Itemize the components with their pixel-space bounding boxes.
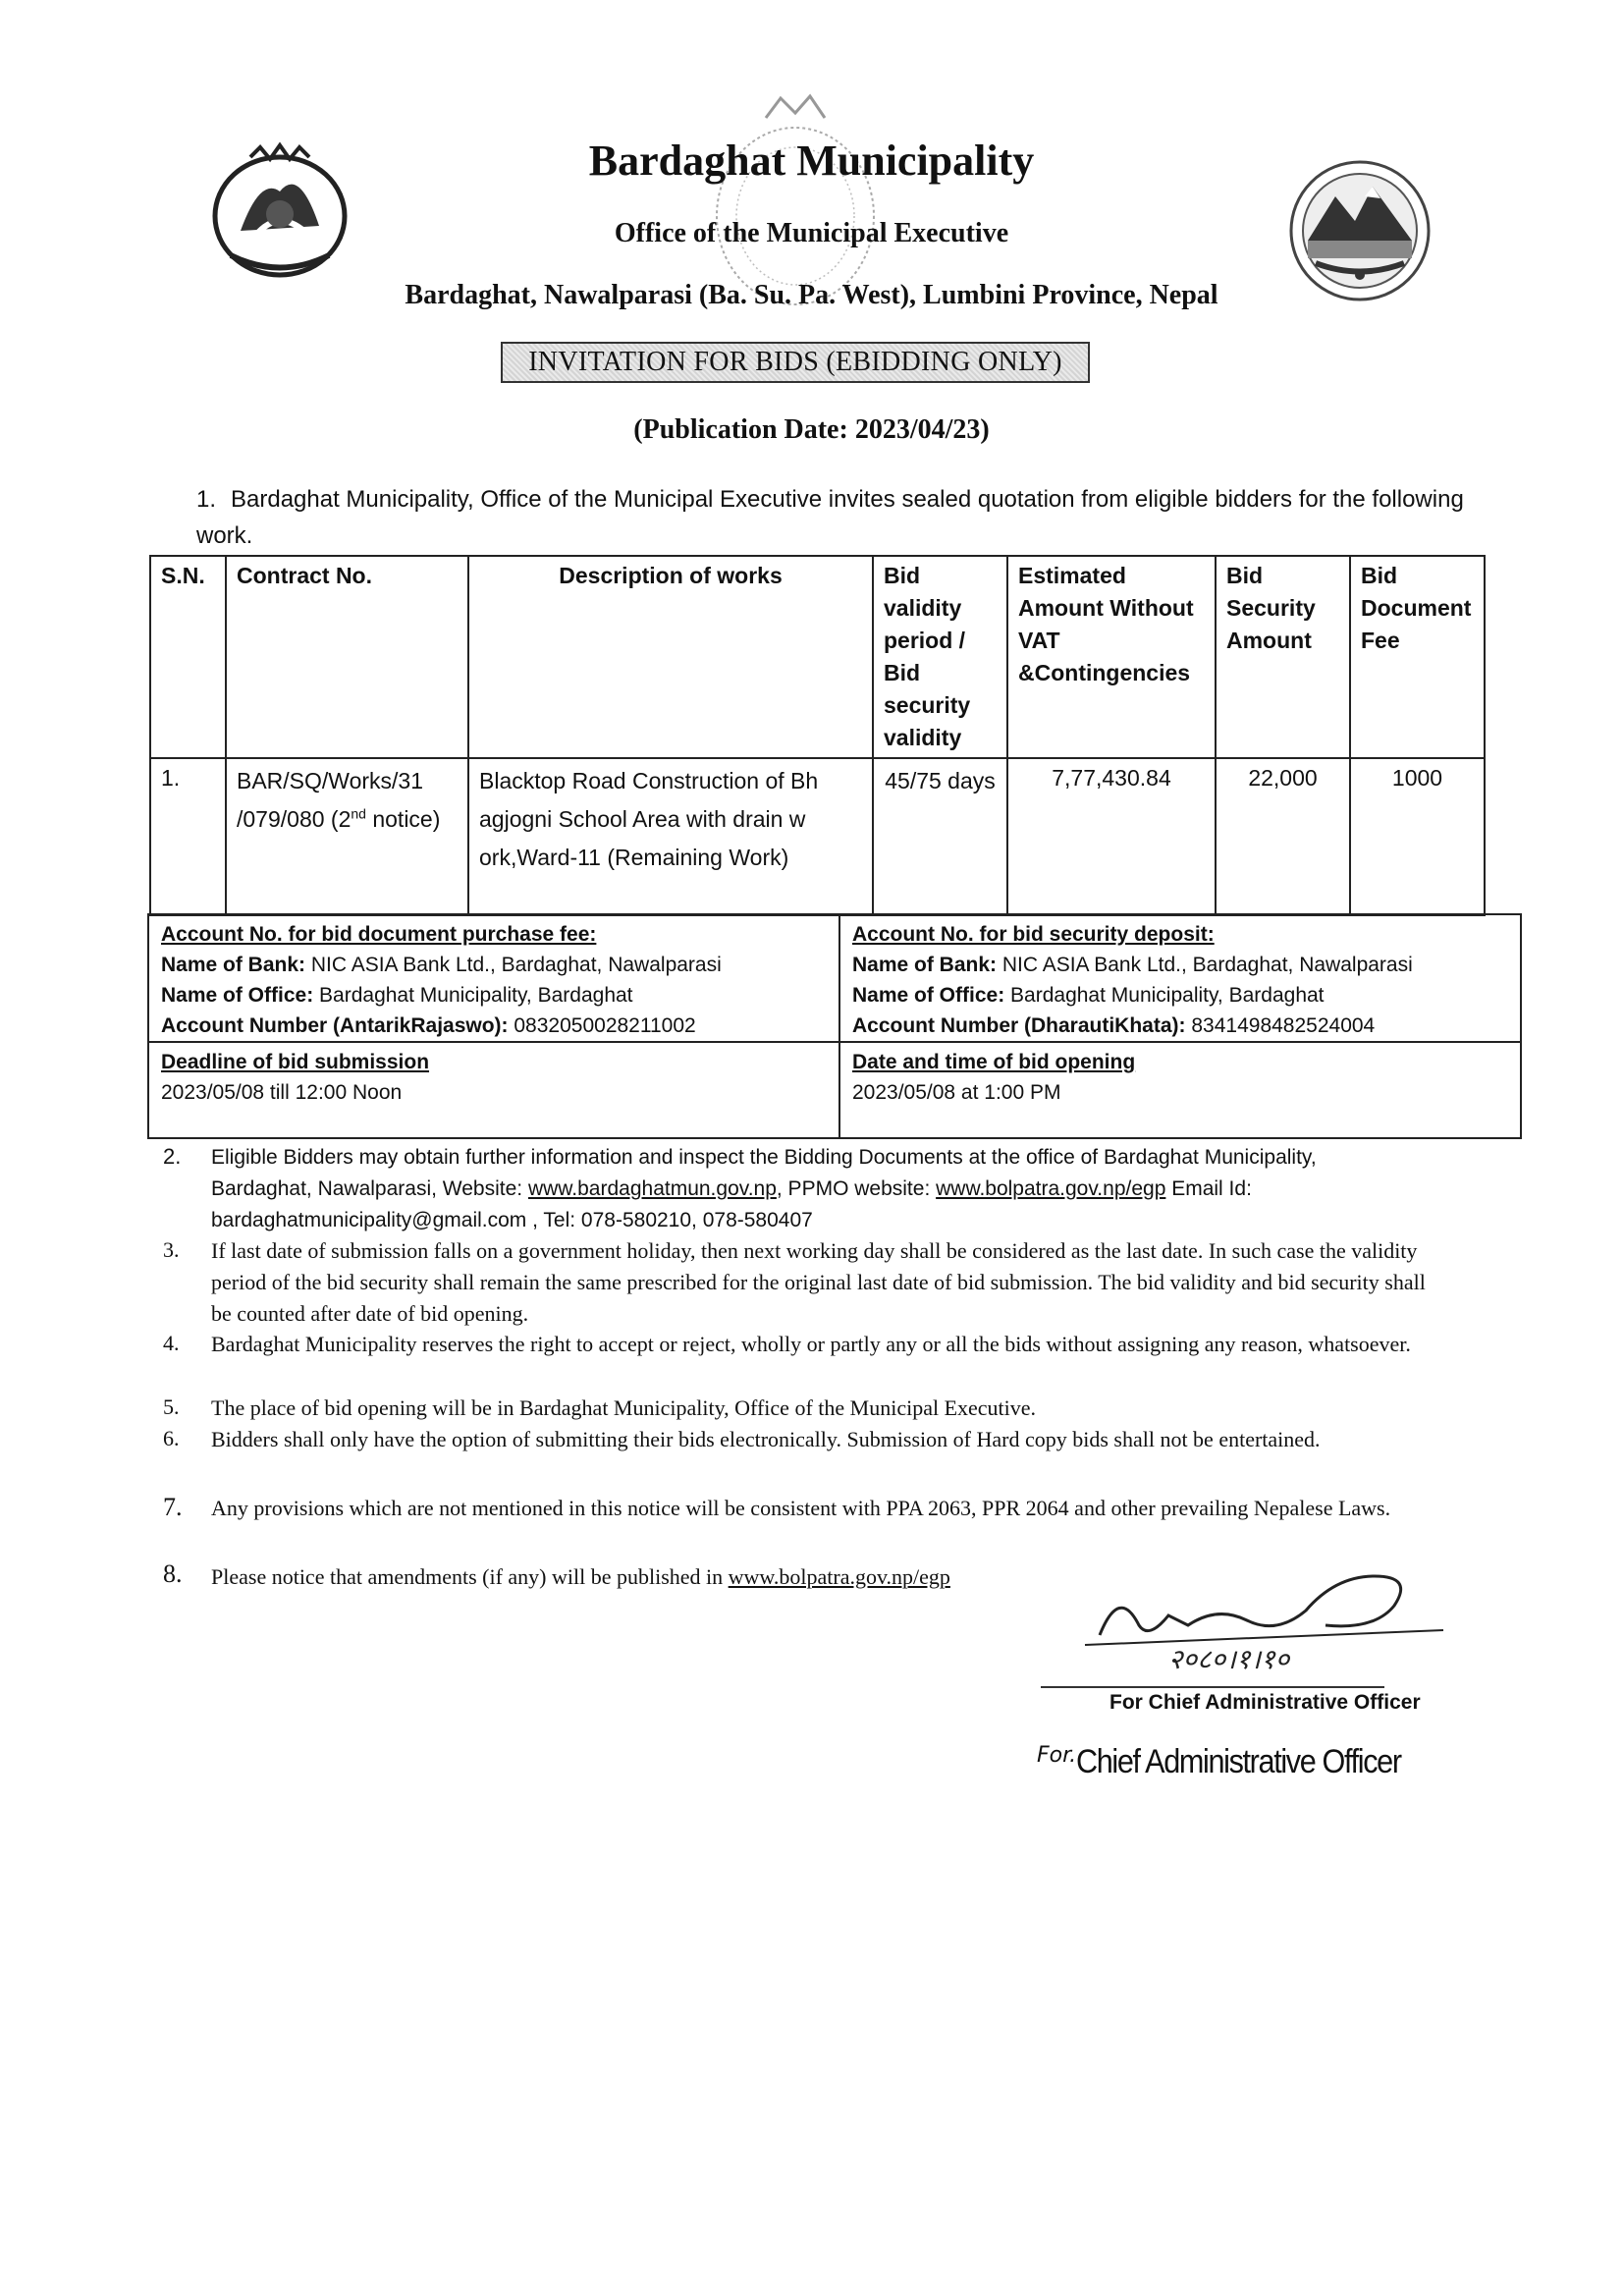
point-5-number: 5.: [163, 1394, 180, 1419]
header-bid-security: Bid Security Amount: [1216, 556, 1350, 758]
fee-bank-line: Name of Bank: NIC ASIA Bank Ltd., Bardaghat, Nawalparasi: [161, 954, 722, 976]
header-contract-no: Contract No.: [226, 556, 468, 758]
deadline-heading: Deadline of bid submission: [161, 1051, 430, 1073]
deadline-box: [147, 1041, 840, 1139]
point-8-text: Please notice that amendments (if any) will be published in www.bolpatra.gov.np/egp: [211, 1564, 950, 1589]
deposit-office-line: Name of Office: Bardaghat Municipality, Bardaghat: [852, 984, 1325, 1007]
point-8-number: 8.: [163, 1559, 183, 1588]
header-bid-document-fee: Bid Document Fee: [1350, 556, 1485, 758]
point-3-text: If last date of submission falls on a government holiday, then next working day shall be considered as the last date. In such case the validity period of the bid security shall remain the same prescribed for the original last date of bid submission. The bid validity and bid security shall be counted after date of bid opening.: [211, 1238, 1426, 1326]
deposit-account-box: [839, 913, 1522, 1043]
handwritten-date: २०८०।१।१०: [1168, 1643, 1290, 1675]
point-4-text: Bardaghat Municipality reserves the right to accept or reject, wholly or partly any or all the bids without assigning any reason, whatsoever.: [211, 1332, 1411, 1356]
point-2-number: 2.: [163, 1144, 182, 1169]
publication-date: (Publication Date: 2023/04/23): [633, 414, 990, 445]
point-2-text: Eligible Bidders may obtain further information and inspect the Bidding Documents at the office of Bardaghat Municipality, Bardaghat, Nawalparasi, Website: www.bardaghatmun.gov.np, PPMO website: www.bolpatra.gov.np/egp Email Id: bardaghatmunicipality@gmail.com , Tel: 078-580210, 078-580407: [211, 1146, 1317, 1231]
contract-no-text: BAR/SQ/Works/31 /079/080 (2: [237, 768, 424, 832]
cell-sn: 1.: [150, 758, 226, 915]
cell-contract-no: [226, 758, 468, 915]
opening-heading: Date and time of bid opening: [852, 1051, 1136, 1073]
opening-value: 2023/05/08 at 1:00 PM: [852, 1081, 1061, 1104]
contract-no-sup: nd: [351, 805, 366, 822]
page-title: Bardaghat Municipality: [588, 137, 1035, 185]
cell-security: 22,000: [1216, 758, 1350, 915]
table-row: [150, 758, 1485, 915]
fee-account-box: [147, 913, 840, 1043]
stamp-prefix: For.: [1037, 1743, 1077, 1768]
point-5-text: The place of bid opening will be in Bardaghat Municipality, Office of the Municipal Executive.: [211, 1395, 1037, 1420]
intro-text: [196, 481, 1473, 554]
point-4-number: 4.: [163, 1331, 180, 1355]
header-bid-validity: Bid validity period / Bid security validity: [873, 556, 1007, 758]
header-estimated-amount: Estimated Amount Without VAT &Contingencies: [1007, 556, 1216, 758]
intro-number: 1.: [196, 486, 217, 513]
invitation-banner: INVITATION FOR BIDS (EBIDDING ONLY): [501, 342, 1090, 383]
fee-office-line: Name of Office: Bardaghat Municipality, Bardaghat: [161, 984, 633, 1007]
website-link[interactable]: www.bardaghatmun.gov.np: [527, 1177, 777, 1200]
intro-body: Bardaghat Municipality, Office of the Municipal Executive invites sealed quotation from eligible bidders for the following work.: [196, 486, 1464, 549]
stamp-text: Chief Administrative Officer: [1076, 1743, 1401, 1780]
point-6-number: 6.: [163, 1426, 180, 1450]
contract-no-tail: notice): [365, 806, 441, 832]
office-address: Bardaghat, Nawalparasi (Ba. Su. Pa. West), Lumbini Province, Nepal: [405, 280, 1218, 310]
works-table: [149, 555, 1486, 916]
office-subtitle: Office of the Municipal Executive: [614, 218, 1009, 248]
bolpatra-link[interactable]: www.bolpatra.gov.np/egp: [728, 1564, 950, 1589]
point-6-text: Bidders shall only have the option of submitting their bids electronically. Submission of Hard copy bids shall not be entertained.: [211, 1427, 1321, 1451]
deadline-value: 2023/05/08 till 12:00 Noon: [161, 1081, 403, 1104]
point-3-number: 3.: [163, 1237, 180, 1262]
cell-description: Blacktop Road Construction of Bh agjogni School Area with drain w ork,Ward-11 (Remaining Work): [468, 758, 873, 915]
header-sn: S.N.: [150, 556, 226, 758]
table-header-row: [150, 556, 1485, 758]
deposit-bank-line: Name of Bank: NIC ASIA Bank Ltd., Bardaghat, Nawalparasi: [852, 954, 1413, 976]
signature-line: [1041, 1686, 1384, 1688]
signatory-stamp: [1037, 1743, 1437, 1781]
cell-validity: 45/75 days: [873, 758, 1007, 915]
cell-fee: 1000: [1350, 758, 1485, 915]
deposit-account-line: Account Number (DharautiKhata): 8341498482524004: [852, 1014, 1376, 1037]
point-7-number: 7.: [163, 1493, 183, 1521]
opening-box: [839, 1041, 1522, 1139]
header-description: Description of works: [468, 556, 873, 758]
ppmo-link[interactable]: www.bolpatra.gov.np/egp: [936, 1177, 1166, 1200]
printed-signatory: For Chief Administrative Officer: [1109, 1691, 1421, 1714]
cell-estimated: 7,77,430.84: [1007, 758, 1216, 915]
fee-account-heading: Account No. for bid document purchase fee:: [161, 923, 597, 946]
deposit-account-heading: Account No. for bid security deposit:: [852, 923, 1215, 946]
point-7-text: Any provisions which are not mentioned in this notice will be consistent with PPA 2063, PPR 2064 and other prevailing Nepalese Laws.: [211, 1496, 1391, 1520]
fee-account-line: Account Number (AntarikRajaswo): 0832050028211002: [161, 1014, 696, 1037]
